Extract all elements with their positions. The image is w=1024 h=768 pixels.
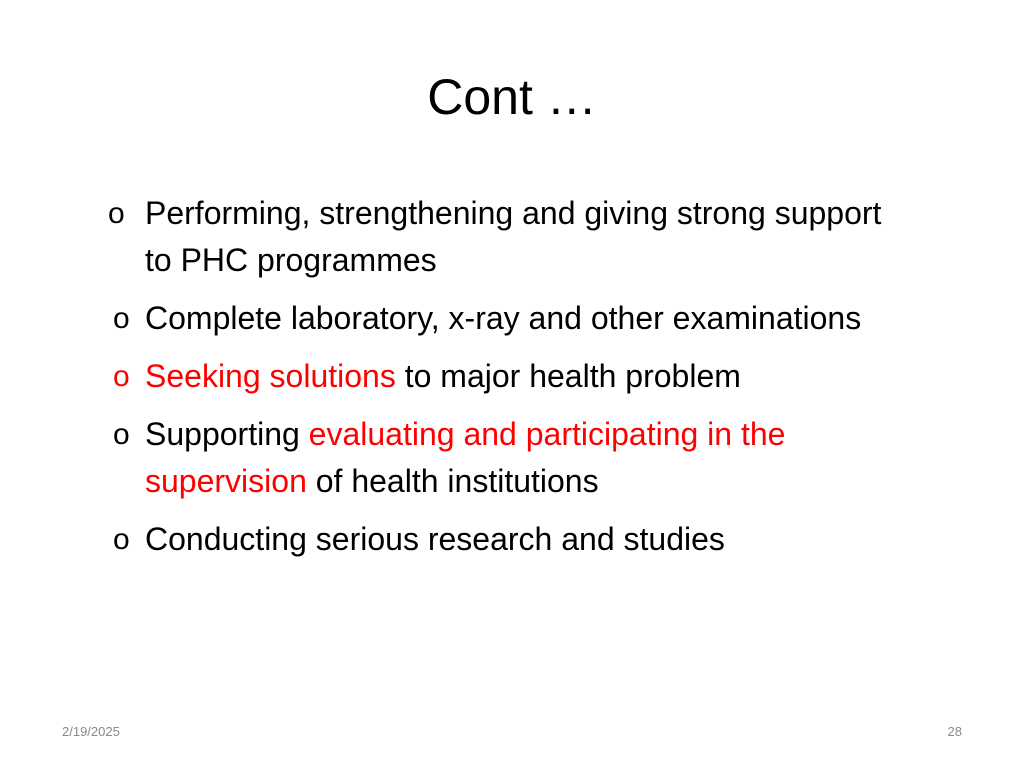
bullet-text-part: of health institutions xyxy=(306,463,599,499)
bullet-text-part: Performing, strengthening and giving strong support to PHC programmes xyxy=(145,195,882,278)
bullet-text xyxy=(145,195,881,278)
bullet-list xyxy=(108,190,908,574)
bullet-text-part: Complete laboratory, x-ray and other examinations xyxy=(145,300,862,336)
slide-title: Cont … xyxy=(427,69,597,125)
bullet-text xyxy=(145,416,785,499)
bullet-item-5 xyxy=(108,516,908,563)
bullet-marker-icon: o xyxy=(108,197,125,230)
bullet-marker-icon: o xyxy=(113,418,130,451)
bullet-text xyxy=(145,300,861,336)
bullet-item-3 xyxy=(108,353,908,400)
bullet-text xyxy=(145,358,741,394)
bullet-text-part: Conducting serious research and studies xyxy=(145,521,725,557)
footer-page-number: 28 xyxy=(947,724,962,739)
bullet-text-part: to major health problem xyxy=(395,358,741,394)
highlighted-text: Seeking solutions xyxy=(145,358,396,394)
bullet-item-4 xyxy=(108,411,908,505)
bullet-text xyxy=(145,521,725,557)
highlighted-text: evaluating and participating in the supervision xyxy=(145,416,786,499)
bullet-text-part: Supporting xyxy=(145,416,309,452)
bullet-item-2 xyxy=(108,295,908,342)
bullet-item-1 xyxy=(108,190,908,284)
footer-date: 2/19/2025 xyxy=(62,724,120,739)
bullet-marker-icon: o xyxy=(113,302,130,335)
bullet-marker-icon: o xyxy=(113,360,130,393)
bullet-marker-icon: o xyxy=(113,523,130,556)
